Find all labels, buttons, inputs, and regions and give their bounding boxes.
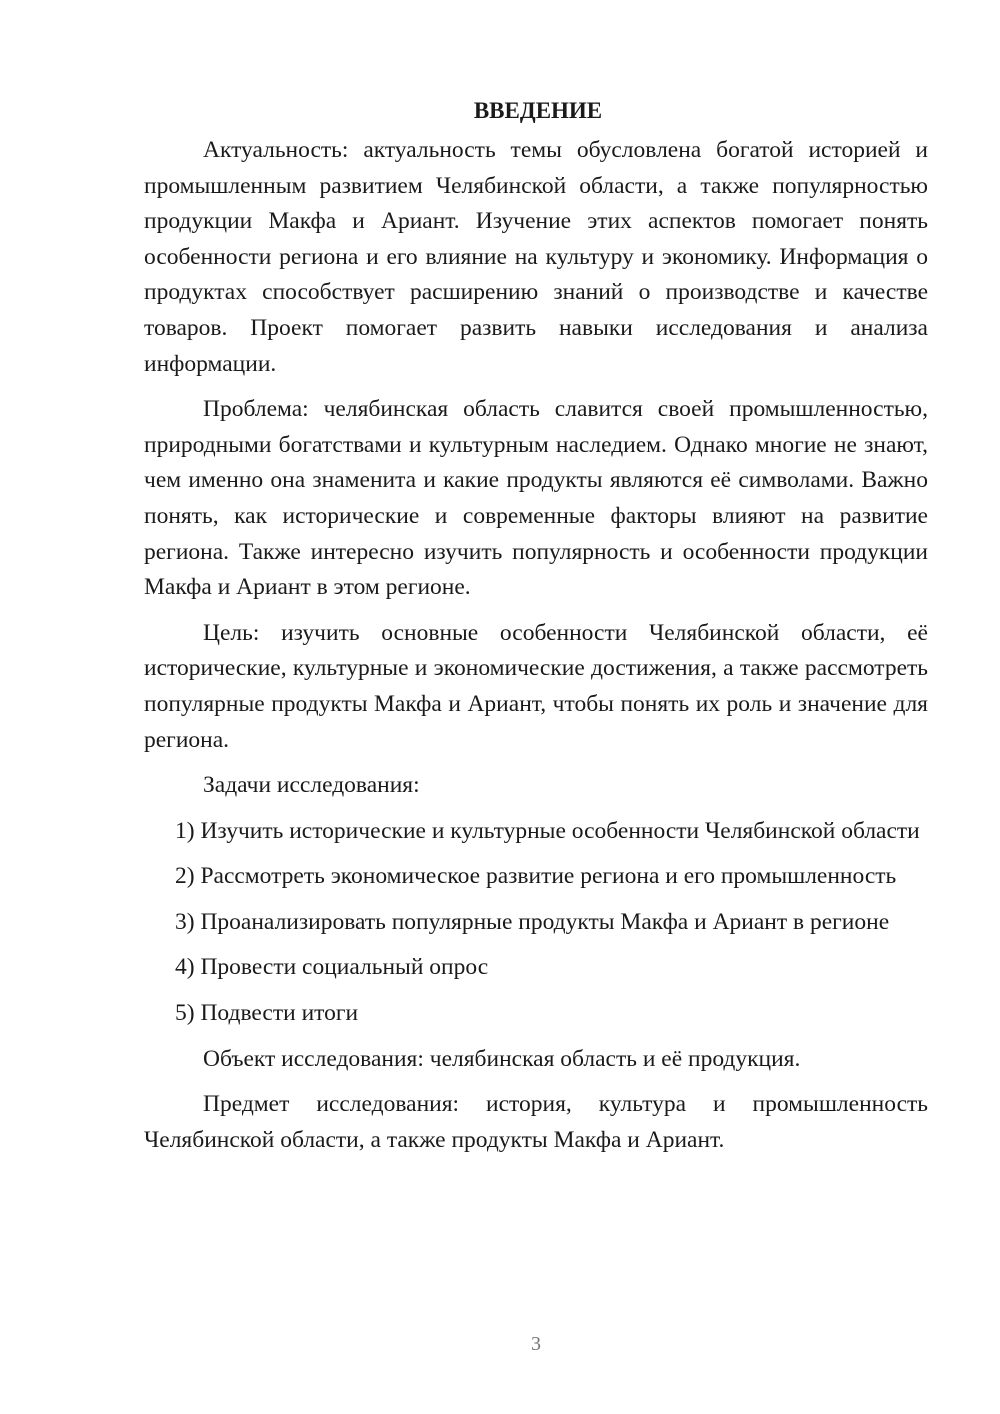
page-number: 3 <box>531 1333 541 1355</box>
tasks-list <box>144 814 928 1032</box>
list-item: 5) Подвести итоги <box>175 1000 359 1027</box>
list-item: 2) Рассмотреть экономическое развитие региона и его промышленность <box>175 863 897 890</box>
object-paragraph: Объект исследования: челябинская область и её продукция. <box>203 1045 801 1072</box>
list-item: 1) Изучить исторические и культурные особенности Челябинской области <box>175 817 920 844</box>
page-content <box>144 96 928 1158</box>
goal-paragraph: Цель: изучить основные особенности Челябинской области, её исторические, культурные и экономические достижения, а также рассмотреть популярные продукты Макфа и Ариант, чтобы понять их роль и значение для региона. <box>144 619 928 753</box>
list-item: 3) Проанализировать популярные продукты Макфа и Ариант в регионе <box>175 908 890 935</box>
list-item: 4) Провести социальный опрос <box>175 954 489 981</box>
relevance-paragraph: Актуальность: актуальность темы обусловлена богатой историей и промышленным развитием Челябинской области, а также популярностью продукции Макфа и Ариант. Изучение этих аспектов помогает понять особенности региона и его влияние на культуру и экономику. Информация о продуктах способствует расширению знаний о производстве и качестве товаров. Проект помогает развить навыки исследования и анализа информации. <box>144 137 928 377</box>
subject-paragraph: Предмет исследования: история, культура и промышленность Челябинской области, а также продукты Макфа и Ариант. <box>144 1091 928 1153</box>
page-title: ВВЕДЕНИЕ <box>473 98 603 123</box>
problem-paragraph: Проблема: челябинская область славится своей промышленностью, природными богатствами и культурным наследием. Однако многие не знают, чем именно она знаменита и какие продукты являются её символами. Важно понять, как исторические и современные факторы влияют на развитие региона. Также интересно изучить популярность и особенности продукции Макфа и Ариант в этом регионе. <box>144 396 928 601</box>
tasks-heading: Задачи исследования: <box>203 772 420 799</box>
